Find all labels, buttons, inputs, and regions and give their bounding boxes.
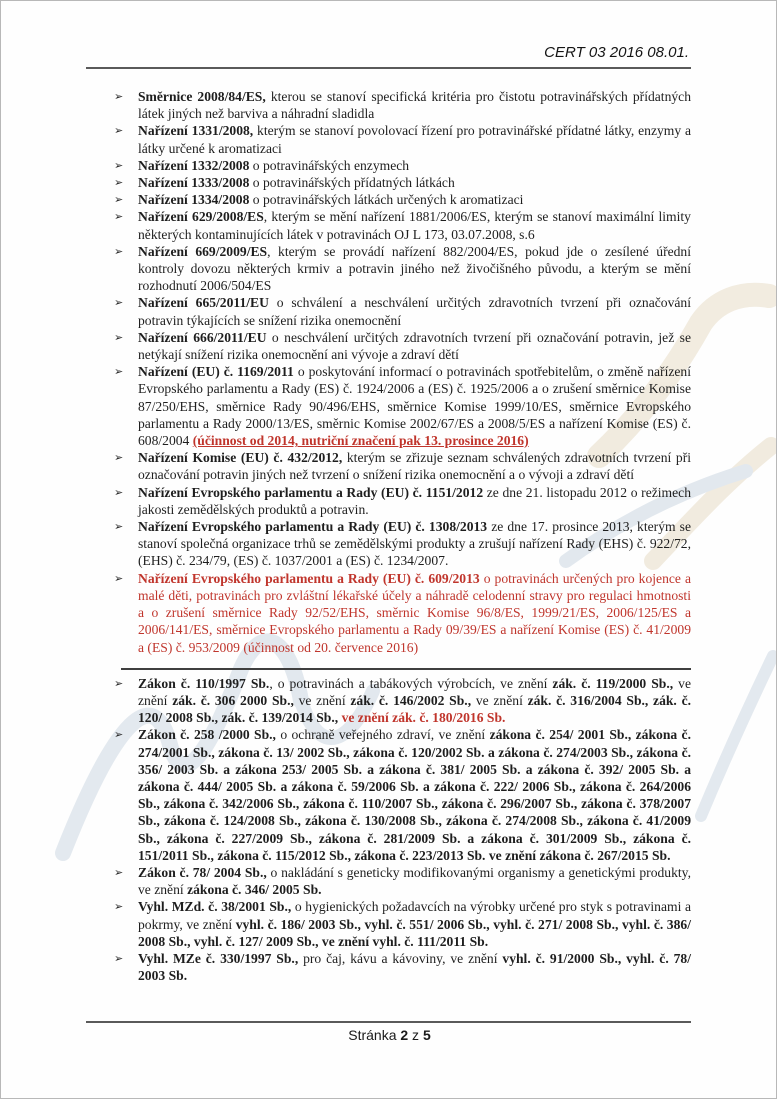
bullet-arrow-icon: ➢ — [114, 676, 124, 690]
list-item — [113, 484, 691, 518]
text-segment: o potravinách určených pro kojence a malé děti, potravinách pro zvláštní lékařské účely a náhradě celodenní stravy pro regulaci hmotnosti a o zrušení směrnice Rady 92/52/EHS, směrnic Komise 96/8/ES, 1999/21/ES, 2006/125/ES a 2006/141/ES, směrnice Evropského parlamentu a Rady 09/39/ES a nařízení Komise (ES) č. 41/2009 a (ES) č. 953/2009 (účinnost od 20. července 2016) — [138, 570, 692, 655]
list-item-text — [138, 727, 691, 862]
text-segment: z — [408, 1027, 423, 1043]
list-item — [113, 898, 691, 950]
text-segment: 5 — [422, 1027, 431, 1043]
list-item-text — [138, 899, 691, 948]
text-segment: o potravinářských přídatných látkách — [249, 175, 455, 191]
text-segment: ve znění — [471, 692, 528, 708]
text-segment: zák. č. 146/2002 Sb., — [350, 692, 472, 708]
list-item-text — [138, 364, 691, 448]
text-segment: Nařízení 666/2011/EU — [138, 329, 267, 345]
text-segment: Nařízení (EU) č. 1169/2011 — [138, 364, 294, 380]
text-segment: Zákon č. 258 /2000 Sb., — [138, 727, 276, 743]
text-segment: zákona č. 346/ 2005 Sb. — [187, 882, 322, 898]
text-segment: o potravinářských látkách určených k aromatizaci — [249, 192, 524, 208]
document-body — [113, 88, 691, 984]
list-item-text — [138, 89, 691, 121]
bullet-arrow-icon: ➢ — [114, 451, 124, 465]
eu-regulations-list — [113, 88, 691, 656]
bullet-arrow-icon: ➢ — [114, 210, 124, 224]
text-segment: Zákon č. 78/ 2004 Sb., — [138, 864, 267, 880]
list-item — [113, 208, 691, 242]
list-item — [113, 363, 691, 449]
text-segment: Stránka — [348, 1027, 401, 1043]
text-segment: o nakládání s geneticky modifikovanými organismy a genetickými produkty, ve znění — [138, 864, 691, 898]
text-segment: o potravinářských enzymech — [249, 157, 410, 173]
list-item — [113, 243, 691, 295]
text-segment: Vyhl. MZd. č. 38/2001 Sb., — [138, 899, 292, 915]
list-item-text — [138, 865, 691, 897]
list-item — [113, 122, 691, 156]
bullet-arrow-icon: ➢ — [114, 485, 124, 499]
list-item-text — [138, 450, 691, 482]
list-item — [113, 726, 691, 864]
text-segment: (účinnost od 2014, nutriční značení pak 13. prosince 2016) — [192, 433, 529, 449]
text-segment: o hygienických požadavcích na výrobky určené pro styk s potravinami a pokrmy, ve znění — [138, 899, 691, 932]
list-item — [113, 675, 691, 727]
text-segment: Nařízení 629/2008/ES — [138, 209, 264, 225]
text-segment: ve znění — [293, 692, 351, 708]
text-segment: Nařízení Evropského parlamentu a Rady (EU) č. 1308/2013 — [138, 519, 488, 535]
text-segment: Nařízení 1331/2008, — [138, 123, 254, 139]
text-segment: kterým se stanoví povolovací řízení pro potravinářské přídatné látky, enzymy a látky určené k aromatizaci — [138, 123, 691, 156]
text-segment: Zákon č. 110/1997 Sb. — [138, 675, 270, 691]
text-segment: Nařízení 1334/2008 — [138, 192, 250, 208]
list-item — [113, 449, 691, 483]
list-item-text — [138, 192, 523, 207]
list-item-text — [138, 519, 691, 568]
text-segment: kterou se stanoví specifická kritéria pro čistotu potravinářských přídatných látek jiných než barviva a náhradní sladidla — [138, 89, 692, 122]
bullet-arrow-icon: ➢ — [114, 124, 124, 138]
text-segment: vyhl. č. 91/2000 Sb., vyhl. č. 78/ 2003 Sb. — [138, 950, 691, 984]
bullet-arrow-icon: ➢ — [114, 571, 124, 585]
text-segment: 2 — [400, 1027, 409, 1043]
list-item — [113, 518, 691, 570]
text-segment: Nařízení 1333/2008 — [138, 175, 250, 191]
text-segment: Nařízení Evropského parlamentu a Rady (EU) č. 609/2013 — [138, 570, 480, 586]
bullet-arrow-icon: ➢ — [114, 330, 124, 344]
text-segment: o neschválení určitých zdravotních tvrzení při označování potravin, jež se netýkají snížení rizika onemocnění ani vývoje a zdraví dětí — [138, 329, 691, 363]
national-laws-list — [113, 675, 691, 985]
list-item-text — [138, 209, 691, 241]
list-item — [113, 294, 691, 328]
text-segment: Směrnice 2008/84/ES, — [138, 89, 266, 104]
list-item-text — [138, 330, 691, 362]
bullet-arrow-icon: ➢ — [114, 296, 124, 310]
list-item — [113, 570, 691, 656]
text-segment: , o potravinách a tabákových výrobcích, ve znění — [269, 675, 553, 691]
footer-rule — [86, 1021, 691, 1023]
text-segment: , kterým se provádí nařízení 882/2004/ES, pokud jde o zesílené úřední kontroly dovozu některých krmiv a potravin jiného než živočišného původu, a kterým se mění rozhodnutí 2006/504/ES — [138, 243, 691, 294]
bullet-arrow-icon: ➢ — [114, 176, 124, 190]
text-segment: pro čaj, kávu a kávoviny, ve znění — [298, 950, 503, 966]
header-rule — [86, 67, 691, 69]
text-segment: zák. č. 316/2004 Sb., zák. č. 120/ 2008 Sb., zák. č. 139/2014 Sb., — [138, 692, 692, 726]
text-segment: ve znění — [138, 675, 691, 708]
list-item-text — [138, 676, 691, 725]
text-segment: zák. č. 119/2000 Sb., — [552, 675, 674, 691]
bullet-arrow-icon: ➢ — [114, 365, 124, 379]
list-item-text — [138, 158, 409, 173]
bullet-arrow-icon: ➢ — [114, 158, 124, 172]
text-segment: Vyhl. MZe č. 330/1997 Sb., — [138, 950, 299, 966]
text-segment: zákona č. 254/ 2001 Sb., zákona č. 274/2001 Sb., zákona č. 13/ 2002 Sb., zákona č. 120/2002 Sb. a zákona č. 274/2003 Sb., zákona č. 356/ 2003 Sb. a zákona 253/ 2005 Sb. a zákona č. 381/ 2005 Sb. a zákona č. 392/ 2005 Sb. a zákona č. 444/ 2005 Sb. a zákona č. 59/2006 Sb. a zákona č. 222/ 2006 Sb., zákona č. 264/2006 Sb., zákona č. 342/2006 Sb., zákona č. 110/2007 Sb., zákona č. 296/2007 Sb., zákona č. 378/2007 Sb., zákona č. 124/2008 Sb., zákona č. 130/2008 Sb., zákona č. 274/2008 Sb., zákona č. 41/2009 Sb., zákona č. 227/2009 Sb., zákona č. 281/2009 Sb. a zákona č. 301/2009 Sb., zákona č. 151/2011 Sb., zákona č. 115/2012 Sb., zákona č. 223/2013 Sb. ve znění zákona č. 267/2015 Sb. — [138, 727, 691, 863]
bullet-arrow-icon: ➢ — [114, 90, 124, 103]
text-segment: , kterým se mění nařízení 1881/2006/ES, kterým se stanoví maximální limity některých kontaminujících látek v potravinách OJ L 173, 03.07.2008, s.6 — [138, 209, 691, 242]
text-segment: zák. č. 306 2000 Sb., — [172, 692, 294, 708]
bullet-arrow-icon: ➢ — [114, 728, 124, 742]
text-segment: vyhl. č. 186/ 2003 Sb., vyhl. č. 551/ 2006 Sb., vyhl. č. 271/ 2008 Sb., vyhl. č. 386/ 2008 Sb., vyhl. č. 127/ 2009 Sb., ve znění vyhl. č. 111/2011 Sb. — [138, 916, 691, 949]
list-item — [113, 950, 691, 984]
text-segment: o ochraně veřejného zdraví, ve znění — [275, 727, 490, 743]
text-segment: ve znění zák. č. 180/2016 Sb. — [341, 710, 506, 726]
page-number — [1, 1027, 777, 1043]
list-item — [113, 864, 691, 898]
list-item-text — [138, 123, 691, 155]
bullet-arrow-icon: ➢ — [114, 951, 124, 965]
text-segment: Nařízení Komise (EU) č. 432/2012, — [138, 450, 343, 466]
list-item-text — [138, 485, 691, 517]
text-segment: ze dne 21. listopadu 2012 o režimech jakosti zemědělských produktů a potravin. — [138, 484, 691, 517]
list-item-text — [138, 295, 691, 327]
text-segment: Nařízení Evropského parlamentu a Rady (EU) č. 1151/2012 — [138, 484, 484, 500]
list-item — [113, 329, 691, 363]
text-segment: o schválení a neschválení určitých zdravotních tvrzení při označování potravin týkajících se snížení rizika onemocnění — [138, 295, 691, 328]
section-divider — [121, 668, 691, 670]
bullet-arrow-icon: ➢ — [114, 193, 124, 207]
list-item-text — [138, 951, 691, 983]
bullet-arrow-icon: ➢ — [114, 244, 124, 258]
list-item — [113, 88, 691, 122]
list-item-text — [138, 175, 455, 190]
text-segment: Nařízení 665/2011/EU — [138, 295, 269, 311]
list-item — [113, 157, 691, 174]
text-segment: kterým se zřizuje seznam schválených zdravotních tvrzení při označování potravin jiných než tvrzení o snížení rizika onemocnění a o vývoji a zdraví dětí — [138, 450, 691, 483]
list-item-text — [138, 571, 691, 655]
list-item — [113, 174, 691, 191]
text-segment: Nařízení 669/2009/ES — [138, 243, 268, 259]
list-item — [113, 191, 691, 208]
bullet-arrow-icon: ➢ — [114, 520, 124, 534]
text-segment: o poskytování informací o potravinách spotřebitelům, o změně nařízení Evropského parlamentu a Rady (ES) č. 1924/2006 a (ES) č. 1925/2006 a o zrušení směrnice Komise 87/250/EHS, směrnice Rady 90/496/EHS, směrnice Komise 1999/10/ES, směrnice Evropského parlamentu a Rady 2000/13/ES, směrnic Komise 2002/67/ES a 2008/5/ES a nařízení Komise (ES) č. 608/2004 — [138, 364, 691, 449]
text-segment: ze dne 17. prosince 2013, kterým se stanoví společná organizace trhů se zemědělskými produkty a zrušují nařízení Rady (EHS) č. 922/72, (EHS) č. 234/79, (ES) č. 1037/2001 a (ES) č. 1234/2007. — [138, 519, 691, 569]
bullet-arrow-icon: ➢ — [114, 865, 124, 879]
bullet-arrow-icon: ➢ — [114, 900, 124, 914]
list-item-text — [138, 244, 691, 293]
document-code: CERT 03 2016 08.01. — [544, 44, 689, 61]
text-segment: Nařízení 1332/2008 — [138, 157, 250, 173]
